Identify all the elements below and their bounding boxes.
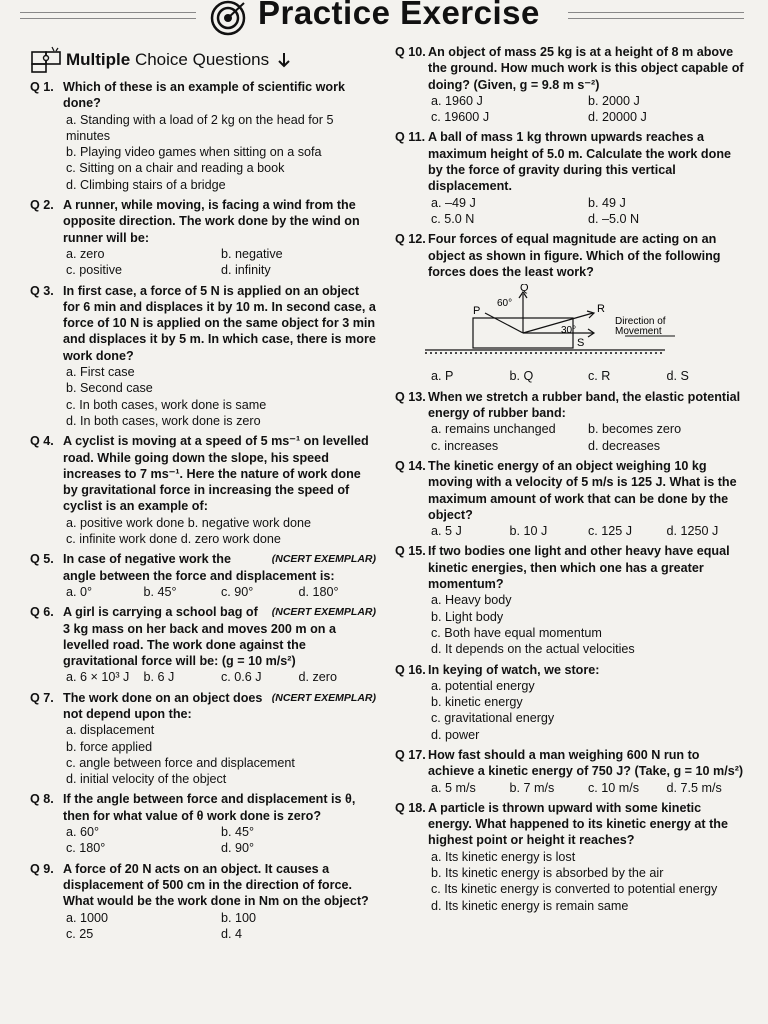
header-rule-left — [20, 12, 196, 19]
answer-option: b. 2000 J — [588, 93, 640, 108]
options-list — [30, 112, 376, 193]
answer-option: b. force applied — [66, 739, 153, 754]
answer-option: a. Standing with a load of 2 kg on the head for 5 minutes — [66, 112, 334, 143]
question-stem — [395, 389, 745, 422]
question-number: Q 1. — [30, 80, 54, 94]
question-block — [395, 662, 745, 743]
question-text: If the angle between force and displacement is θ, then for what value of θ work done is zero? — [63, 792, 356, 823]
answer-option: d. Its kinetic energy is remain same — [431, 898, 629, 913]
answer-option: a. P — [431, 369, 454, 384]
question-block — [395, 129, 745, 227]
question-text-wrap — [63, 551, 376, 584]
question-block — [30, 861, 376, 942]
page-title: Practice Exercise — [258, 0, 540, 31]
answer-option: d. In both cases, work done is zero — [66, 413, 261, 428]
answer-option: a. 5 J — [431, 524, 462, 539]
question-number: Q 13. — [395, 389, 426, 404]
answer-option: b. negative — [221, 246, 283, 261]
question-number: Q 11. — [395, 130, 426, 145]
options-list — [30, 246, 376, 279]
answer-option: c. infinite work done d. zero work done — [66, 532, 281, 547]
question-block — [30, 283, 376, 430]
answer-option: a. 6 × 10³ J — [66, 670, 130, 685]
answer-option: a. 1000 — [66, 910, 109, 925]
options-list — [395, 678, 745, 743]
answer-option: b. 100 — [221, 910, 257, 925]
question-block — [30, 197, 376, 278]
question-text-wrap — [63, 79, 376, 112]
question-text-wrap — [428, 543, 745, 592]
puzzle-icon — [30, 46, 66, 74]
question-text-wrap — [428, 662, 745, 678]
question-stem — [30, 197, 376, 246]
question-block — [30, 791, 376, 856]
question-number: Q 4. — [30, 434, 54, 449]
question-text-wrap — [63, 604, 376, 669]
question-text-wrap — [63, 283, 376, 364]
question-text: The work done on an object does not depend upon the: — [63, 690, 263, 721]
answer-option: b. 6 J — [143, 670, 175, 685]
answer-option: b. Playing video games when sitting on a sofa — [66, 145, 322, 160]
question-stem — [30, 604, 376, 669]
arrow-down-icon — [275, 51, 293, 69]
answer-option: a. displacement — [66, 723, 155, 738]
answer-option: a. –49 J — [431, 195, 476, 210]
right-question-list — [395, 44, 745, 914]
question-text: In keying of watch, we store: — [428, 662, 600, 677]
direction-label-2: Movement — [615, 326, 662, 338]
figure-wrap — [425, 284, 745, 366]
angle-side-label: 30° — [561, 325, 577, 337]
question-stem — [395, 747, 745, 780]
question-number: Q 9. — [30, 861, 54, 876]
label-p: P — [473, 305, 481, 318]
page-header — [0, 0, 768, 40]
source-tag: (NCERT EXEMPLAR) — [271, 691, 376, 704]
answer-option: a. Heavy body — [431, 593, 512, 608]
answer-option: a. remains unchanged — [431, 422, 556, 437]
question-text-wrap — [63, 433, 376, 514]
question-text: Which of these is an example of scientific work done? — [63, 80, 346, 111]
options-list — [395, 93, 745, 126]
question-text: When we stretch a rubber band, the elastic potential energy of rubber band: — [428, 389, 741, 421]
answer-option: c. positive — [66, 263, 122, 278]
options-list — [395, 592, 745, 657]
answer-option: d. Climbing stairs of a bridge — [66, 177, 226, 192]
section-title-rest: Choice Questions — [134, 49, 270, 69]
question-text: A girl is carrying a school bag of 3 kg mass on her back and moves 200 m on a levelled road. The work done against the gravitational force will be: (g = 10 m/s²) — [63, 605, 336, 669]
options-list — [395, 195, 745, 228]
question-number: Q 7. — [30, 690, 54, 705]
angle-top-label: 60° — [497, 298, 513, 310]
answer-option: c. R — [588, 369, 611, 384]
answer-option: d. zero — [298, 670, 338, 685]
answer-option: c. 5.0 N — [431, 211, 475, 226]
question-block — [395, 543, 745, 657]
question-block — [395, 44, 745, 125]
answer-option: d. power — [431, 727, 480, 742]
answer-option: b. 10 J — [509, 524, 548, 539]
answer-option: a. 0° — [66, 584, 93, 599]
answer-option: c. 180° — [66, 841, 106, 856]
options-list — [30, 364, 376, 429]
options-list — [30, 824, 376, 857]
question-number: Q 16. — [395, 662, 426, 677]
options-list — [30, 669, 376, 685]
question-text: In case of negative work the angle between the force and displacement is: — [63, 552, 335, 583]
question-block — [395, 458, 745, 539]
answer-option: c. 10 m/s — [588, 780, 640, 795]
question-text: In first case, a force of 5 N is applied on an object for 6 min and displaces it by 10 m. In second case, a force of 10 N is applied on the same object for 3 min and displaces it by 5 m. In which case, there is more work done? — [63, 283, 376, 363]
question-number: Q 8. — [30, 792, 54, 807]
options-list — [395, 780, 745, 796]
left-question-list — [30, 79, 376, 942]
question-stem — [395, 129, 745, 194]
direction-label-1: Direction of — [615, 316, 666, 328]
question-stem — [395, 231, 745, 280]
question-number: Q 2. — [30, 198, 54, 213]
answer-option: d. 4 — [221, 926, 243, 941]
question-text: How fast should a man weighing 600 N run to achieve a kinetic energy of 750 J? (Take, g = 10 m/s²) — [428, 747, 744, 779]
question-text-wrap — [428, 747, 745, 780]
question-text-wrap — [428, 44, 745, 93]
answer-option: c. Its kinetic energy is converted to potential energy — [431, 882, 718, 897]
answer-option: d. 7.5 m/s — [666, 780, 722, 795]
source-tag: (NCERT EXEMPLAR) — [271, 553, 376, 566]
answer-option: b. Light body — [431, 609, 504, 624]
force-r-arrow — [523, 313, 593, 333]
answer-option: d. 180° — [298, 584, 339, 599]
answer-option: b. 45° — [221, 825, 255, 840]
question-stem — [30, 433, 376, 514]
question-text-wrap — [63, 861, 376, 910]
question-number: Q 17. — [395, 747, 426, 762]
answer-option: b. Q — [509, 369, 534, 384]
question-text-wrap — [63, 791, 376, 824]
question-block — [30, 690, 376, 788]
answer-option: b. 7 m/s — [509, 780, 555, 795]
answer-option: d. infinity — [221, 263, 271, 278]
question-stem — [395, 543, 745, 592]
answer-option: c. angle between force and displacement — [66, 755, 295, 770]
question-stem — [395, 662, 745, 678]
force-p-arrow — [485, 313, 523, 333]
section-heading — [30, 46, 376, 74]
answer-option: d. 1250 J — [666, 524, 719, 539]
question-stem — [30, 791, 376, 824]
answer-option: b. kinetic energy — [431, 695, 523, 710]
question-text-wrap — [428, 231, 745, 280]
answer-option: a. First case — [66, 365, 135, 380]
question-stem — [395, 458, 745, 523]
header-rule-right — [568, 12, 744, 19]
answer-option: d. It depends on the actual velocities — [431, 642, 635, 657]
answer-option: c. 125 J — [588, 524, 633, 539]
answer-option: c. Both have equal momentum — [431, 625, 602, 640]
question-number: Q 5. — [30, 552, 54, 567]
question-number: Q 3. — [30, 283, 54, 298]
question-text-wrap — [428, 389, 745, 422]
question-stem — [395, 800, 745, 849]
options-list — [30, 722, 376, 787]
answer-option: a. potential energy — [431, 678, 535, 693]
question-stem — [30, 551, 376, 584]
question-text: A cyclist is moving at a speed of 5 ms⁻¹ on levelled road. While going down the slope, his speed increases to 7 ms⁻¹. Here the nature of work done by gravitational force in increasing the speed of cyclist is an example of: — [63, 434, 369, 514]
answer-option: a. 1960 J — [431, 93, 483, 108]
answer-option: a. 5 m/s — [431, 780, 476, 795]
question-number: Q 15. — [395, 544, 426, 559]
options-list — [30, 584, 376, 600]
question-number: Q 10. — [395, 45, 426, 59]
options-list — [395, 523, 745, 539]
question-stem — [30, 861, 376, 910]
question-text: A force of 20 N acts on an object. It causes a displacement of 500 cm in the direction of force. What would be the work done in Nm on the object? — [63, 861, 369, 909]
question-block — [30, 433, 376, 547]
question-block — [395, 800, 745, 914]
question-text: A ball of mass 1 kg thrown upwards reaches a maximum height of 5.0 m. Calculate the work done by the force of gravity during this vertical displacement. — [428, 130, 732, 194]
question-text: Four forces of equal magnitude are acting on an object as shown in figure. Which of the following forces does the least work? — [428, 232, 721, 279]
answer-option: d. 90° — [221, 841, 255, 856]
label-q: Q — [520, 284, 529, 295]
answer-option: b. 45° — [143, 584, 177, 599]
options-list — [395, 368, 745, 384]
question-block — [30, 79, 376, 193]
answer-option: c. 25 — [66, 926, 94, 941]
question-text: An object of mass 25 kg is at a height of 8 m above the ground. How much work is this object capable of doing? (Given, g = 9.8 m s⁻²) — [428, 45, 744, 92]
section-title-bold: Multiple — [66, 49, 131, 69]
answer-option: a. positive work done b. negative work done — [66, 515, 312, 530]
answer-option: d. initial velocity of the object — [66, 772, 227, 787]
question-block — [30, 604, 376, 685]
answer-option: c. 0.6 J — [221, 670, 262, 685]
question-text: If two bodies one light and other heavy have equal kinetic energies, then which one has a greater momentum? — [428, 544, 730, 592]
question-stem — [395, 44, 745, 93]
answer-option: c. 19600 J — [431, 110, 490, 125]
question-text: The kinetic energy of an object weighing 10 kg moving with a velocity of 5 m/s is 125 J. What is the maximum amount of work that can be done by the object? — [428, 458, 737, 522]
answer-option: d. 20000 J — [588, 110, 647, 125]
answer-option: c. 90° — [221, 584, 254, 599]
question-block — [395, 389, 745, 454]
answer-option: b. 49 J — [588, 195, 626, 210]
question-text-wrap — [428, 129, 745, 194]
question-number: Q 6. — [30, 605, 54, 620]
right-column — [395, 40, 745, 914]
question-stem — [30, 79, 376, 112]
question-number: Q 14. — [395, 458, 426, 473]
answer-option: c. In both cases, work done is same — [66, 397, 267, 412]
section-title — [66, 49, 270, 69]
target-icon — [206, 0, 250, 40]
question-block — [395, 231, 745, 384]
left-column — [30, 46, 376, 942]
answer-option: a. Its kinetic energy is lost — [431, 849, 576, 864]
options-list — [395, 421, 745, 454]
answer-option: c. gravitational energy — [431, 711, 555, 726]
question-number: Q 12. — [395, 232, 426, 247]
question-text-wrap — [63, 197, 376, 246]
label-r: R — [597, 303, 605, 316]
answer-option: b. Its kinetic energy is absorbed by the air — [431, 866, 664, 881]
question-text-wrap — [63, 690, 376, 723]
answer-option: d. decreases — [588, 438, 661, 453]
question-number: Q 18. — [395, 800, 426, 815]
question-text-wrap — [428, 800, 745, 849]
label-s: S — [577, 337, 585, 350]
answer-option: c. Sitting on a chair and reading a book — [66, 161, 285, 176]
answer-option: d. –5.0 N — [588, 211, 640, 226]
answer-option: b. becomes zero — [588, 422, 682, 437]
options-list — [30, 910, 376, 943]
forces-diagram — [425, 284, 685, 362]
answer-option: c. increases — [431, 438, 499, 453]
question-block — [30, 551, 376, 600]
answer-option: d. S — [666, 369, 689, 384]
answer-option: a. 60° — [66, 825, 100, 840]
question-stem — [30, 690, 376, 723]
question-text-wrap — [428, 458, 745, 523]
options-list — [30, 515, 376, 548]
source-tag: (NCERT EXEMPLAR) — [271, 606, 376, 619]
answer-option: a. zero — [66, 246, 105, 261]
question-text: A particle is thrown upward with some kinetic energy. What happened to its kinetic energy at the highest point or height it reaches? — [428, 800, 728, 848]
question-stem — [30, 283, 376, 364]
question-text: A runner, while moving, is facing a wind from the opposite direction. The work done by the wind on runner will be: — [63, 198, 360, 245]
options-list — [395, 849, 745, 914]
answer-option: b. Second case — [66, 381, 153, 396]
question-block — [395, 747, 745, 796]
